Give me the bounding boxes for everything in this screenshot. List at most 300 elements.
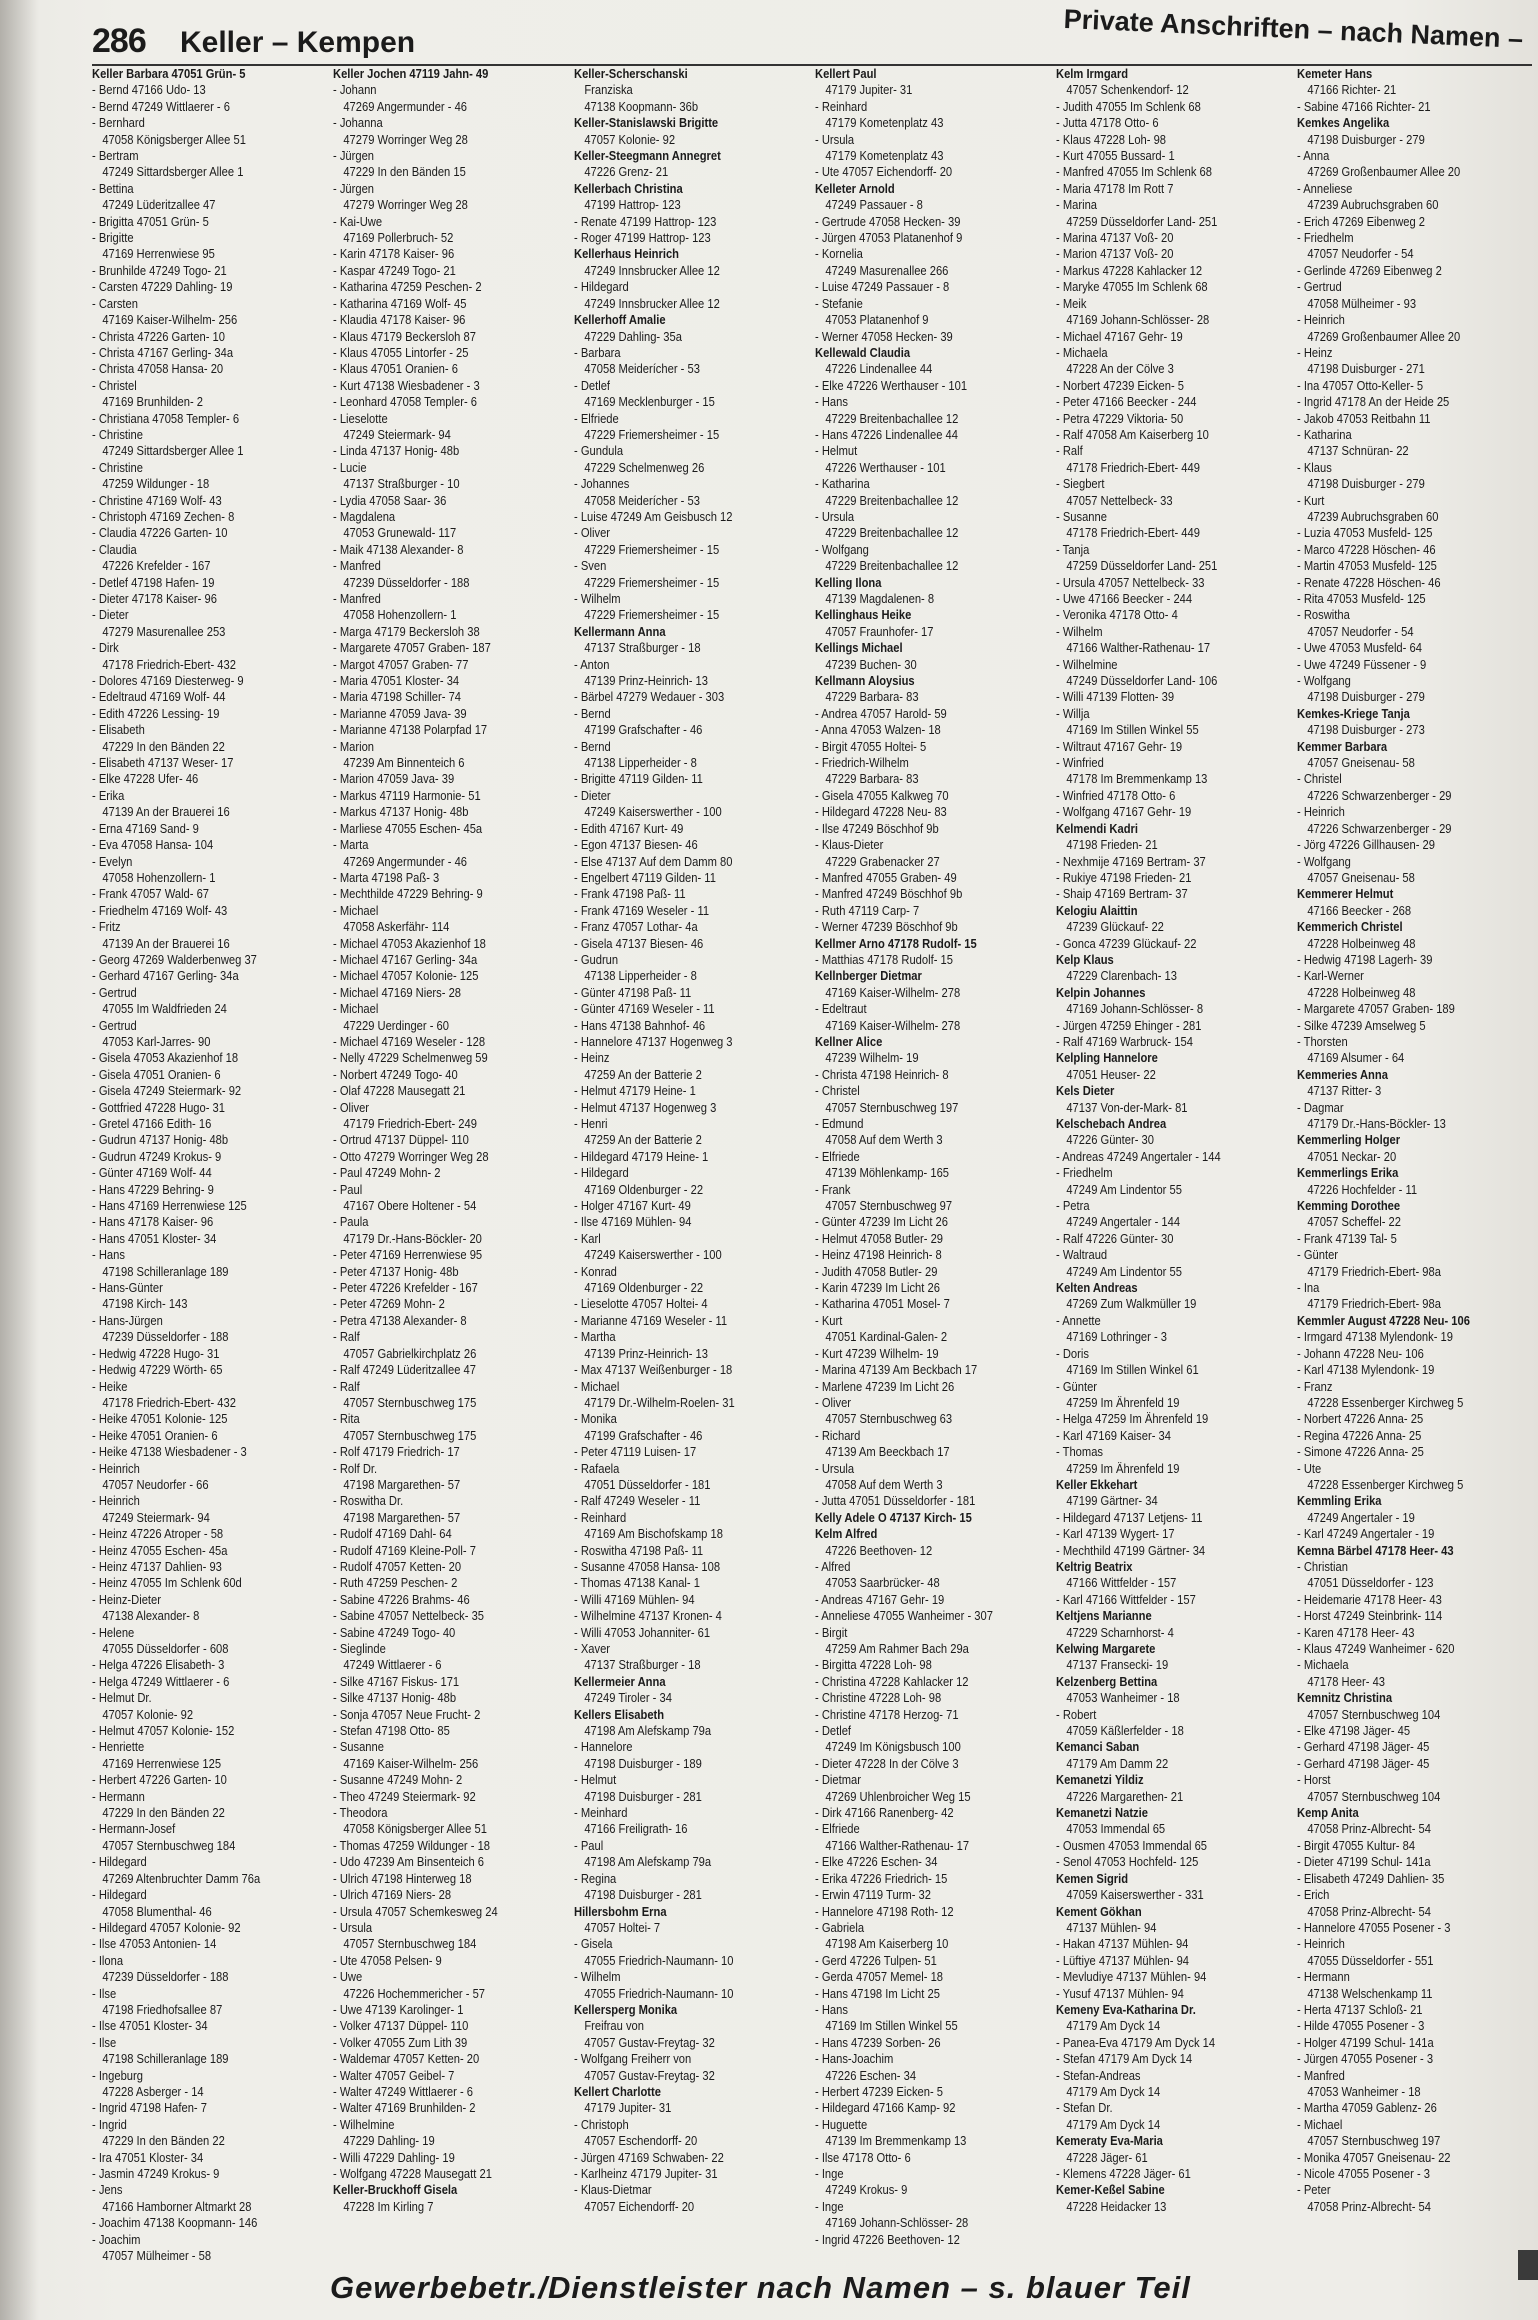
listing-entry: - Elke 47226 Eschen- 34 <box>815 1854 938 1870</box>
listing-address-line: 47259 Am Rahmer Bach 29a <box>825 1641 969 1656</box>
listing-address-line: 47198 Duisburger - 271 <box>1307 361 1425 377</box>
listing-entry: - Olaf 47228 Mausegatt 21 <box>333 1083 466 1099</box>
listing-entry: - Ilona <box>92 1952 124 1968</box>
listing-address-line: 47057 Schenkendorf- 12 <box>1066 82 1189 98</box>
listing-entry: - Markus 47137 Honig- 48b <box>333 804 469 820</box>
listing-address-line: 47058 Prinz-Albrecht- 54 <box>1307 1821 1431 1837</box>
listing-address-line: 47228 Holbeinweg 48 <box>1307 984 1416 1000</box>
listing-address-line: 47249 Innsbrucker Allee 12 <box>584 295 720 311</box>
listing-address-line: 47259 Im Ährenfeld 19 <box>1066 1460 1180 1476</box>
listing-address-line: 47166 Wittfelder - 157 <box>1066 1575 1177 1591</box>
listing-address-line: 47179 Kometenplatz 43 <box>825 148 944 164</box>
listing-entry: - Wilhelm <box>574 591 621 606</box>
listing-entry: - Matthias 47178 Rudolf- 15 <box>815 951 953 967</box>
listing-address-line: 47166 Walther-Rathenau- 17 <box>825 1837 970 1853</box>
listing-address-line: 47057 Gustav-Freytag- 32 <box>584 2034 715 2050</box>
listing-address-line: 47226 Grenz- 21 <box>584 164 669 180</box>
listing-address-line: 47057 Eichendorff- 20 <box>584 2198 695 2214</box>
listing-entry: - Hans 47198 Im Licht 25 <box>815 1985 940 2001</box>
listing-entry: - Mechthilde 47229 Behring- 9 <box>333 886 483 902</box>
listing-entry: - Christa 47226 Garten- 10 <box>92 328 225 344</box>
listing-entry: - Else 47137 Auf dem Damm 80 <box>574 853 733 869</box>
listing-entry: - Doris <box>1056 1345 1089 1361</box>
listing-entry: - Otto 47279 Worringer Weg 28 <box>333 1148 489 1164</box>
listing-entry: - Michael 47169 Niers- 28 <box>333 984 462 1000</box>
listing-surname-entry: Kelmendi Kadri <box>1056 820 1139 836</box>
listing-address-line: 47198 Duisburger - 273 <box>1307 722 1425 738</box>
listing-address-line: 47198 Margarethen- 57 <box>343 1476 461 1492</box>
listing-entry: - Kurt <box>1297 492 1325 508</box>
listing-address-line: 47169 Herrenwiese 95 <box>102 246 215 262</box>
listing-entry: - Marina 47137 Voß- 20 <box>1056 230 1174 246</box>
listing-entry: - Elfriede <box>815 1821 860 1837</box>
listing-entry: - Hans <box>815 2001 848 2017</box>
listing-address-line: 47057 Sternbuschweg 184 <box>102 1837 236 1853</box>
listing-entry: - Heidemarie 47178 Heer- 43 <box>1297 1591 1442 1607</box>
listing-entry: - Bernd <box>574 738 611 754</box>
listing-surname-entry: Kemmer Barbara <box>1297 738 1388 754</box>
listing-address-line: 47198 Schilleranlage 189 <box>102 2051 229 2067</box>
listing-entry: - Hildegard 47179 Heine- 1 <box>574 1148 709 1164</box>
listing-address-line: 47139 Möhlenkamp- 165 <box>825 1165 950 1181</box>
listing-entry: - Klaus 47228 Loh- 98 <box>1056 131 1167 147</box>
listing-entry: - Heike <box>92 1378 128 1394</box>
listing-surname-entry: Kemkes Angelika <box>1297 115 1390 131</box>
listing-entry: - Manfred <box>333 558 381 574</box>
listing-surname-entry: Kemeter Hans <box>1297 66 1373 81</box>
listing-entry: - Franz 47057 Lothar- 4a <box>574 919 698 935</box>
listing-entry: - Hans 47169 Herrenwiese 125 <box>92 1198 247 1214</box>
listing-entry: - Norbert 47226 Anna- 25 <box>1297 1411 1424 1427</box>
listing-surname-entry: Kemnitz Christina <box>1297 1690 1393 1706</box>
listing-entry: - Karen 47178 Heer- 43 <box>1297 1624 1415 1640</box>
listing-address-line: 47058 Hohenzollern- 1 <box>102 869 216 885</box>
listing-entry: - Kurt <box>815 1312 843 1328</box>
listing-address-line: 47057 Scheffel- 22 <box>1307 1214 1401 1230</box>
listing-entry: - Gudrun 47137 Honig- 48b <box>92 1132 229 1148</box>
listing-entry: - Willja <box>1056 705 1090 721</box>
listing-entry: - Thomas 47259 Wildunger - 18 <box>333 1837 491 1853</box>
listing-entry: - Anton <box>574 656 610 672</box>
listing-entry: - Linda 47137 Honig- 48b <box>333 443 460 459</box>
listing-entry: - Luzia 47053 Musfeld- 125 <box>1297 525 1433 541</box>
listing-entry: - Hannelore 47137 Hogenweg 3 <box>574 1033 733 1049</box>
listing-address-line: 47058 Meiderícher - 53 <box>584 492 700 508</box>
listing-entry: - Maria 47051 Kloster- 34 <box>333 673 460 689</box>
listing-entry: - Marianne 47138 Polarpfad 17 <box>333 722 488 738</box>
listing-address-line: 47139 Prinz-Heinrich- 13 <box>584 673 708 689</box>
listing-address-line: 47057 Sternbuschweg 175 <box>343 1394 477 1410</box>
listing-address-line: 47199 Hattrop- 123 <box>584 197 681 213</box>
listing-entry: - Ingrid 47198 Hafen- 7 <box>92 2100 207 2116</box>
listing-entry: - Helga 47226 Elisabeth- 3 <box>92 1657 225 1673</box>
listing-entry: - Klemens 47228 Jäger- 61 <box>1056 2166 1191 2181</box>
listing-entry: - Gisela <box>574 1936 613 1952</box>
listing-address-line: Freifrau von <box>584 2018 644 2034</box>
listing-entry: - Marion 47059 Java- 39 <box>333 771 455 787</box>
listing-entry: - Gertrud <box>92 1017 137 1033</box>
listing-entry: - Inge <box>815 2198 844 2214</box>
listing-entry: - Dirk 47166 Ranenberg- 42 <box>815 1805 954 1821</box>
listing-entry: - Katharina <box>1297 426 1352 442</box>
listing-address-line: 47229 Friemersheimer - 15 <box>584 607 720 623</box>
listing-address-line: 47226 Hochemmericher - 57 <box>343 1985 486 2001</box>
listing-entry: - Erika 47226 Friedrich- 15 <box>815 1870 948 1886</box>
listing-entry: - Dagmar <box>1297 1099 1344 1115</box>
listing-address-line: 47057 Sternbuschweg 97 <box>825 1198 953 1214</box>
listing-address-line: 47057 Sternbuschweg 184 <box>343 1936 477 1952</box>
listing-address-line: 47226 Beethoven- 12 <box>825 1542 933 1558</box>
listing-address-line: 47057 Kolonie- 92 <box>584 131 676 147</box>
listing-entry: - Karl-Werner <box>1297 968 1364 984</box>
listing-entry: - Jakob 47053 Reitbahn 11 <box>1297 410 1431 426</box>
listing-entry: - Karl 47166 Wittfelder - 157 <box>1056 1591 1196 1607</box>
listing-address-line: 47057 Gabrielkirchplatz 26 <box>343 1345 477 1361</box>
listing-entry: - Klaus 47179 Beckersloh 87 <box>333 328 476 344</box>
listing-entry: - Anneliese <box>1297 180 1353 196</box>
listing-address-line: 47057 Sternbuschweg 104 <box>1307 1788 1441 1804</box>
listing-entry: - Inge <box>815 2166 844 2181</box>
listing-entry: - Karlheinz 47179 Jupiter- 31 <box>574 2166 718 2181</box>
listing-address-line: 47055 Düsseldorfer - 608 <box>102 1641 229 1656</box>
listing-surname-entry: Kelzenberg Bettina <box>1056 1673 1158 1689</box>
listing-address-line: 47137 Schnüran- 22 <box>1307 443 1409 459</box>
listing-entry: - Christoph <box>574 2116 629 2132</box>
listing-address-line: 47249 Sittardsberger Allee 1 <box>102 443 244 459</box>
listing-entry: - Johann <box>333 82 377 98</box>
listing-entry: - Christoph 47169 Zechen- 8 <box>92 508 235 524</box>
listing-entry: - Heinrich <box>1297 1936 1345 1952</box>
listing-surname-entry: Kelpin Johannes <box>1056 984 1146 1000</box>
listing-surname-entry: Kellersperg Monika <box>574 2001 678 2017</box>
listing-address-line: 47226 Werthauser - 101 <box>825 459 946 475</box>
listing-address-line: 47138 Lipperheider - 8 <box>584 755 697 771</box>
listing-entry: - Marco 47228 Höschen- 46 <box>1297 541 1436 557</box>
listing-entry: - Paul <box>574 1837 604 1853</box>
listing-address-line: 47178 Friedrich-Ebert- 432 <box>102 656 236 672</box>
listing-entry: - Erika <box>92 787 125 803</box>
listing-address-line: 47053 Karl-Jarres- 90 <box>102 1033 211 1049</box>
listing-entry: - Roger 47199 Hattrop- 123 <box>574 230 711 246</box>
listing-address-line: 47279 Masurenallee 253 <box>102 623 226 639</box>
listing-address-line: 47055 Friedrich-Naumann- 10 <box>584 1985 734 2001</box>
listing-entry: - Michaela <box>1297 1657 1349 1673</box>
listing-entry: - Klaus 47055 Lintorfer - 25 <box>333 344 469 360</box>
listing-entry: - Georg 47269 Walderbenweg 37 <box>92 951 257 967</box>
listing-entry: - Reinhard <box>815 98 868 114</box>
listing-entry: - Winfried <box>1056 755 1104 771</box>
listing-address-line: 47179 Dr.-Hans-Böckler- 20 <box>343 1230 482 1246</box>
listing-entry: - Willi 47169 Mühlen- 94 <box>574 1591 695 1607</box>
listing-entry: - Christa 47167 Gerling- 34a <box>92 344 234 360</box>
listing-entry: - Walter 47169 Brunhilden- 2 <box>333 2100 476 2116</box>
listing-column-3 <box>574 66 776 2246</box>
listing-entry: - Peter 47269 Mohn- 2 <box>333 1296 445 1312</box>
listing-entry: - Lüftiye 47137 Mühlen- 94 <box>1056 1952 1190 1968</box>
listing-entry: - Hans 47229 Behring- 9 <box>92 1181 214 1197</box>
listing-entry: - Klaus-Dieter <box>815 837 884 853</box>
listing-surname-entry: Kellner Alice <box>815 1033 883 1049</box>
listing-surname-entry: Kemeraty Eva-Maria <box>1056 2133 1163 2149</box>
listing-address-line: 47198 Duisburger - 189 <box>584 1755 702 1771</box>
listing-entry: - Silke 47167 Fiskus- 171 <box>333 1673 460 1689</box>
listing-entry: - Markus 47228 Kahlacker 12 <box>1056 262 1203 278</box>
listing-address-line: 47249 Kaiserswerther - 100 <box>584 804 722 820</box>
listing-address-line: 47178 Im Bremmenkamp 13 <box>1066 771 1208 787</box>
listing-surname-entry: Kelm Irmgard <box>1056 66 1129 81</box>
listing-entry: - Lieselotte 47057 Holtei- 4 <box>574 1296 708 1312</box>
listing-surname-entry: Kelwing Margarete <box>1056 1641 1156 1656</box>
listing-entry: - Bernd 47166 Udo- 13 <box>92 82 206 98</box>
listing-entry: - Barbara <box>574 344 621 360</box>
listing-entry: - Gabriela <box>815 1919 865 1935</box>
listing-entry: - Helmut 47057 Kolonie- 152 <box>92 1723 235 1739</box>
listing-address-line: 47228 Jäger- 61 <box>1066 2149 1148 2165</box>
listing-entry: - Sabine 47226 Brahms- 46 <box>333 1591 470 1607</box>
listing-address-line: 47269 Uhlenbroicher Weg 15 <box>825 1788 971 1804</box>
listing-address-line: 47226 Lindenallee 44 <box>825 361 933 377</box>
listing-address-line: 47239 Wilhelm- 19 <box>825 1050 919 1066</box>
listing-entry: - Karl <box>574 1230 601 1246</box>
listing-surname-entry: Kemna Bärbel 47178 Heer- 43 <box>1297 1542 1454 1558</box>
listing-address-line: 47169 Brunhilden- 2 <box>102 394 204 410</box>
listing-entry: - Ralf 47226 Günter- 30 <box>1056 1230 1174 1246</box>
listing-address-line: 47137 Fransecki- 19 <box>1066 1657 1169 1673</box>
listing-address-line: 47229 Friemersheimer - 15 <box>584 426 720 442</box>
listing-address-line: 47166 Richter- 21 <box>1307 82 1397 98</box>
listing-address-line: 47228 Essenberger Kirchweg 5 <box>1307 1394 1464 1410</box>
listing-address-line: 47138 Alexander- 8 <box>102 1608 200 1624</box>
listing-address-line: 47169 Im Stillen Winkel 61 <box>1066 1362 1199 1378</box>
listing-address-line: 47057 Fraunhofer- 17 <box>825 623 934 639</box>
listing-entry: - Erwin 47119 Turm- 32 <box>815 1887 931 1903</box>
listing-entry: - Christa 47058 Hansa- 20 <box>92 361 224 377</box>
listing-entry: - Johanna <box>333 115 383 131</box>
listing-address-line: 47198 Duisburger - 281 <box>584 1788 702 1804</box>
listing-entry: - Hans 47239 Sorben- 26 <box>815 2034 941 2050</box>
listing-entry: - Bernhard <box>92 115 145 131</box>
listing-entry: - Brigitte <box>92 230 134 246</box>
listing-address-line: 47169 Am Bischofskamp 18 <box>584 1526 723 1542</box>
listing-address-line: 47179 Dr.-Wilhelm-Roelen- 31 <box>584 1394 735 1410</box>
listing-entry: - Marina <box>1056 197 1098 213</box>
listing-address-line: 47053 Saarbrücker- 48 <box>825 1575 940 1591</box>
listing-entry: - Wolfgang <box>1297 673 1351 689</box>
listing-address-line: 47229 In den Bänden 22 <box>102 2133 225 2149</box>
listing-entry: - Anneliese 47055 Wanheimer - 307 <box>815 1608 993 1624</box>
listing-entry: - Veronika 47178 Otto- 4 <box>1056 607 1178 623</box>
listing-entry: - Ilse 47178 Otto- 6 <box>815 2149 911 2165</box>
listing-address-line: 47057 Holtei- 7 <box>584 1919 661 1935</box>
listing-entry: - Xaver <box>574 1641 611 1656</box>
listing-surname-entry: Kemanci Saban <box>1056 1739 1140 1755</box>
binding-shadow <box>0 0 38 2320</box>
listing-address-line: 47139 Prinz-Heinrich- 13 <box>584 1345 708 1361</box>
listing-entry: - Lydia 47058 Saar- 36 <box>333 492 447 508</box>
listing-address-line: 47057 Gneisenau- 58 <box>1307 755 1415 771</box>
listing-entry: - Hans <box>815 394 848 410</box>
listing-column-6 <box>1297 66 1499 2246</box>
listing-entry: - Claudia 47226 Garten- 10 <box>92 525 228 541</box>
listing-entry: - Dieter 47199 Schul- 141a <box>1297 1854 1431 1870</box>
listing-surname-entry: Kement Gökhan <box>1056 1903 1142 1919</box>
listing-address-line: 47239 Aubruchsgraben 60 <box>1307 197 1439 213</box>
listing-entry: - Ulrich 47169 Niers- 28 <box>333 1887 452 1903</box>
listing-entry: - Kaspar 47249 Togo- 21 <box>333 262 456 278</box>
name-range-title: Keller – Kempen <box>180 26 416 59</box>
listing-entry: - Meinhard <box>574 1805 628 1821</box>
listing-entry: - Karin 47178 Kaiser- 96 <box>333 246 455 262</box>
listing-address-line: 47249 Wittlaerer - 6 <box>343 1657 442 1673</box>
listing-columns <box>92 66 1532 2264</box>
listing-entry: - Heinz 47137 Dahlien- 93 <box>92 1558 222 1574</box>
listing-entry: - Edmund <box>815 1116 864 1131</box>
listing-entry: - Friedhelm <box>1297 230 1354 246</box>
listing-entry: - Ursula <box>333 1919 373 1935</box>
listing-entry: - Eva 47058 Hansa- 104 <box>92 837 214 853</box>
listing-entry: - Michael 47169 Weseler - 128 <box>333 1033 486 1049</box>
listing-entry: - Hermann-Josef <box>92 1821 176 1837</box>
listing-entry: - Marina 47139 Am Beckbach 17 <box>815 1362 978 1378</box>
listing-entry: - Henriette <box>92 1739 145 1755</box>
listing-surname-entry: Kellinghaus Heike <box>815 607 912 623</box>
listing-entry: - Christel <box>815 1083 860 1099</box>
listing-entry: - Dieter <box>574 787 611 803</box>
listing-address-line: 47198 Duisburger - 279 <box>1307 476 1425 492</box>
listing-entry: - Rita <box>333 1411 360 1427</box>
listing-entry: - Anna 47053 Walzen- 18 <box>815 722 941 738</box>
listing-entry: - Horst 47249 Steinbrink- 114 <box>1297 1608 1443 1624</box>
listing-entry: - Wilhelm <box>574 1969 621 1985</box>
listing-entry: - Günter <box>1297 1247 1339 1263</box>
listing-address-line: 47249 Masurenallee 266 <box>825 262 949 278</box>
listing-address-line: 47139 An der Brauerei 16 <box>102 804 230 820</box>
listing-entry: - Dietmar <box>815 1772 861 1788</box>
listing-entry: - Margarete 47057 Graben- 187 <box>333 640 491 656</box>
listing-entry: - Manfred <box>333 591 381 606</box>
listing-entry: - Hildegard <box>574 279 629 295</box>
listing-entry: - Gerd 47226 Tulpen- 51 <box>815 1952 937 1968</box>
listing-entry: - Shaip 47169 Bertram- 37 <box>1056 886 1188 902</box>
listing-entry: - Helmut <box>574 1772 617 1788</box>
listing-entry: - Elisabeth 47249 Dahlien- 35 <box>1297 1870 1445 1886</box>
listing-entry: - Johann 47228 Neu- 106 <box>1297 1345 1424 1361</box>
listing-entry: - Uwe 47166 Beecker - 244 <box>1056 591 1193 606</box>
listing-entry: - Kornelia <box>815 246 863 262</box>
listing-address-line: 47166 Freiligrath- 16 <box>584 1821 688 1837</box>
listing-address-line: 47269 Angermunder - 46 <box>343 853 468 869</box>
listing-address-line: 47057 Sternbuschweg 175 <box>343 1427 477 1443</box>
listing-address-line: 47179 Friedrich-Ebert- 98a <box>1307 1296 1441 1312</box>
listing-entry: - Marianne 47169 Weseler - 11 <box>574 1312 728 1328</box>
listing-entry: - Paul <box>333 1181 363 1197</box>
listing-entry: - Katharina 47259 Peschen- 2 <box>333 279 482 295</box>
listing-entry: - Klaus <box>1297 459 1332 475</box>
listing-entry: - Ralf 47249 Weseler - 11 <box>574 1493 701 1509</box>
listing-entry: - Walter 47249 Wittlaerer - 6 <box>333 2083 474 2099</box>
listing-entry: - Hans-Jürgen <box>92 1312 163 1328</box>
listing-entry: - Thorsten <box>1297 1033 1348 1049</box>
listing-entry: - Birgit 47055 Kultur- 84 <box>1297 1837 1416 1853</box>
listing-entry: - Andreas 47167 Gehr- 19 <box>815 1591 945 1607</box>
listing-surname-entry: Kellert Paul <box>815 66 877 81</box>
listing-address-line: 47198 Friedhofsallee 87 <box>102 2001 223 2017</box>
listing-entry: - Luise 47249 Passauer - 8 <box>815 279 950 295</box>
listing-address-line: 47259 Im Ährenfeld 19 <box>1066 1394 1180 1410</box>
listing-entry: - Heinz <box>1297 344 1333 360</box>
listing-entry: - Franz <box>1297 1378 1333 1394</box>
listing-entry: - Gertrud <box>92 984 137 1000</box>
listing-address-line: 47198 Duisburger - 279 <box>1307 131 1425 147</box>
listing-entry: - Claudia <box>92 541 137 557</box>
listing-address-line: 47249 Krokus- 9 <box>825 2182 908 2198</box>
listing-entry: - Lieselotte <box>333 410 388 426</box>
listing-address-line: 47229 Breitenbachallee 12 <box>825 558 959 574</box>
listing-address-line: 47249 Angertaler - 19 <box>1307 1509 1415 1525</box>
listing-entry: - Monika 47057 Gneisenau- 22 <box>1297 2149 1451 2165</box>
listing-entry: - Wolfgang 47228 Mausegatt 21 <box>333 2166 492 2181</box>
listing-address-line: 47058 Blumenthal- 46 <box>102 1903 212 1919</box>
listing-entry: - Gerhard 47167 Gerling- 34a <box>92 968 239 984</box>
listing-address-line: 47226 Eschen- 34 <box>825 2067 917 2083</box>
listing-entry: - Ursula 47057 Nettelbeck- 33 <box>1056 574 1205 590</box>
listing-address-line: 47169 Johann-Schlösser- 28 <box>825 2215 969 2231</box>
listing-entry: - Hedwig 47229 Wörth- 65 <box>92 1362 223 1378</box>
listing-entry: - Ursula <box>815 508 855 524</box>
listing-address-line: 47138 Welschenkamp 11 <box>1307 1985 1433 2001</box>
listing-entry: - Marga 47179 Beckersloh 38 <box>333 623 480 639</box>
listing-entry: - Oliver <box>333 1099 370 1115</box>
listing-entry: - Dolores 47169 Diesterweg- 9 <box>92 673 244 689</box>
listing-entry: - Elfriede <box>815 1148 860 1164</box>
listing-address-line: 47058 Auf dem Werth 3 <box>825 1132 943 1148</box>
listing-entry: - Klaus-Dietmar <box>574 2182 652 2198</box>
listing-address-line: 47178 Friedrich-Ebert- 449 <box>1066 459 1200 475</box>
listing-address-line: 47057 Sternbuschweg 63 <box>825 1411 953 1427</box>
listing-entry: - Kurt 47055 Bussard- 1 <box>1056 148 1175 164</box>
listing-entry: - Gonca 47239 Glückauf- 22 <box>1056 935 1197 951</box>
listing-entry: - Katharina 47169 Wolf- 45 <box>333 295 467 311</box>
listing-entry: - Hildegard 47137 Letjens- 11 <box>1056 1509 1203 1525</box>
listing-entry: - Ingrid <box>92 2116 127 2132</box>
listing-entry: - Detlef <box>815 1723 852 1739</box>
listing-address-line: 47051 Düsseldorfer - 181 <box>584 1476 711 1492</box>
listing-address-line: 47137 Straßburger - 18 <box>584 1657 701 1673</box>
listing-address-line: 47053 Wanheimer - 18 <box>1307 2083 1421 2099</box>
listing-address-line: 47229 Breitenbachallee 12 <box>825 525 959 541</box>
listing-entry: - Markus 47119 Harmonie- 51 <box>333 787 481 803</box>
listing-address-line: 47055 Düsseldorfer - 551 <box>1307 1952 1434 1968</box>
listing-entry: - Ilse 47053 Antonien- 14 <box>92 1936 217 1952</box>
listing-entry: - Engelbert 47119 Gilden- 11 <box>574 869 716 885</box>
listing-entry: - Oliver <box>574 525 611 541</box>
listing-address-line: 47239 Düsseldorfer - 188 <box>102 1329 229 1345</box>
listing-address-line: 47166 Hamborner Altmarkt 28 <box>102 2198 252 2214</box>
listing-entry: - Jürgen 47259 Ehinger - 281 <box>1056 1017 1202 1033</box>
listing-address-line: 47249 Passauer - 8 <box>825 197 923 213</box>
listing-entry: - Christina 47228 Kahlacker 12 <box>815 1673 969 1689</box>
listing-entry: - Ilse <box>92 2034 117 2050</box>
listing-entry: - Rudolf 47169 Kleine-Poll- 7 <box>333 1542 476 1558</box>
listing-entry: - Gisela 47051 Oranien- 6 <box>92 1066 221 1082</box>
listing-surname-entry: Keller-Stanislawski Brigitte <box>574 115 719 131</box>
listing-entry: - Gundula <box>574 443 624 459</box>
listing-entry: - Jürgen <box>333 180 375 196</box>
listing-entry: - Wilhelm <box>1056 623 1103 639</box>
listing-address-line: 47058 Prinz-Albrecht- 54 <box>1307 2198 1431 2214</box>
listing-address-line: 47259 An der Batterie 2 <box>584 1066 702 1082</box>
listing-entry: - Edeltraud 47169 Wolf- 44 <box>92 689 226 705</box>
